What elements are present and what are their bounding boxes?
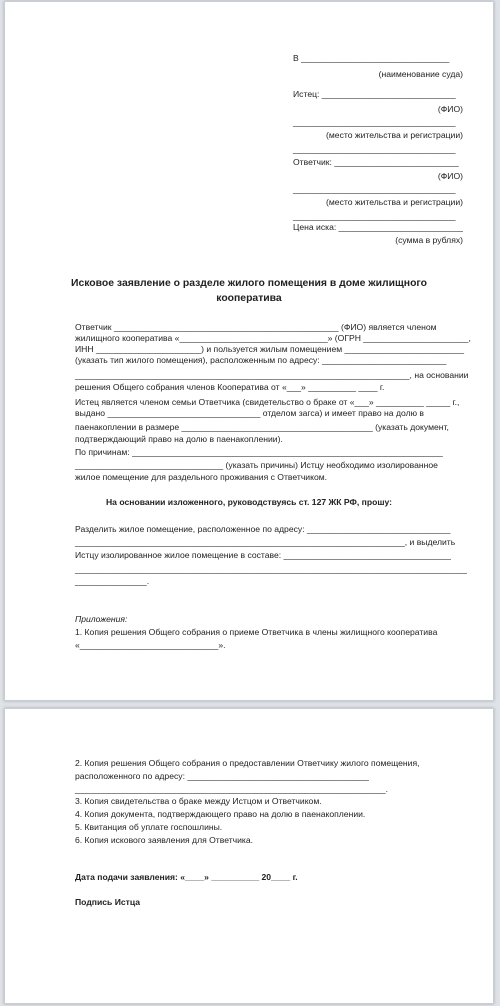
body-line: выдано ________________________________ отделом загса) и имеет право на долю в (75, 408, 424, 418)
defendant-residence-caption: (место жительства и регистрации) (326, 197, 463, 207)
attachment-item: 1. Копия решения Общего собрания о приеме Ответчика в члены жилищного кооператива (75, 627, 438, 637)
defendant-blank: __________________________________ (293, 184, 456, 194)
attachment-item-continued: «_____________________________». (75, 640, 226, 650)
request-line: Истцу изолированное жилое помещение в составе: ___________________________________ (75, 550, 451, 560)
filing-date-line: Дата подачи заявления: «____» __________ 20____ г. (75, 872, 298, 882)
attachments-heading: Приложения: (75, 614, 128, 624)
attachment-item-continued: расположенного по адресу: ______________________________________ (75, 771, 369, 781)
body-line: решения Общего собрания членов Кооператива от «___» __________ ____ г. (75, 382, 385, 392)
body-line: жилое помещение для раздельного проживания с Ответчиком. (75, 472, 328, 482)
attachment-item: 5. Квитанция об уплате госпошлины. (75, 822, 223, 832)
basis-heading: На основании изложенного, руководствуясь ст. 127 ЖК РФ, прошу: (105, 497, 393, 507)
claim-price-line: Цена иска: __________________________ (293, 222, 463, 232)
body-line: ИНН ______________________) и пользуется жилым помещением _________________________ (75, 344, 465, 354)
court-line: В _______________________________ (293, 53, 450, 63)
claim-price-caption: (сумма в рублях) (395, 235, 463, 245)
body-line: Истец является членом семьи Ответчика (свидетельство о браке от «___» __________ _____ г., (75, 397, 460, 407)
attachment-item: 4. Копия документа, подтверждающего право на долю в паенакоплении. (75, 809, 366, 819)
document-page-2 (4, 708, 494, 1004)
attachment-item: 6. Копия искового заявления для Ответчика. (75, 835, 254, 845)
request-line: __________________________________________________________________________________ (75, 564, 467, 574)
request-line: _______________. (75, 576, 150, 586)
plaintiff-line: Истец: ____________________________ (293, 89, 456, 99)
attachment-item-continued: _________________________________________________________________. (75, 784, 389, 794)
attachment-item: 3. Копия свидетельства о браке между Истцом и Ответчиком. (75, 796, 322, 806)
body-line: ______________________________________________________________________, на основании (75, 370, 469, 380)
request-line: Разделить жилое помещение, расположенное по адресу: ______________________________ (75, 524, 451, 534)
body-line: По причинам: _________________________________________________________________ (75, 447, 443, 457)
body-line: Ответчик _______________________________________________ (ФИО) является членом (75, 322, 437, 332)
body-line: паенакоплении в размере ________________________________________ (указать документ, (75, 422, 449, 432)
request-line: _____________________________________________________________________, и выделить (75, 537, 456, 547)
body-line: подтверждающий право на долю в паенакоплении). (75, 434, 283, 444)
signature-line: Подпись Истца (75, 897, 141, 907)
attachment-item: 2. Копия решения Общего собрания о предоставлении Ответчику жилого помещения, (75, 758, 420, 768)
document-title-line-2: кооператива (216, 293, 282, 304)
body-line: (указать тип жилого помещения), расположенным по адресу: __________________________ (75, 355, 447, 365)
plaintiff-blank: __________________________________ (293, 117, 456, 127)
plaintiff-fio-caption: (ФИО) (437, 104, 463, 114)
defendant-line: Ответчик: __________________________ (293, 157, 459, 167)
defendant-blank-top: __________________________________ (293, 144, 456, 154)
body-line: _______________________________ (указать причины) Истцу необходимо изолированное (75, 460, 438, 470)
document-page-1 (4, 1, 494, 701)
body-line: жилищного кооператива «_______________________________» (ОГРН ______________________, (75, 333, 471, 343)
defendant-fio-caption: (ФИО) (437, 171, 463, 181)
document-title-line-1: Исковое заявление о разделе жилого помещения в доме жилищного (71, 278, 427, 289)
court-caption: (наименование суда) (378, 69, 463, 79)
plaintiff-residence-caption: (место жительства и регистрации) (326, 130, 463, 140)
defendant-blank-bottom: __________________________________ (293, 211, 456, 221)
